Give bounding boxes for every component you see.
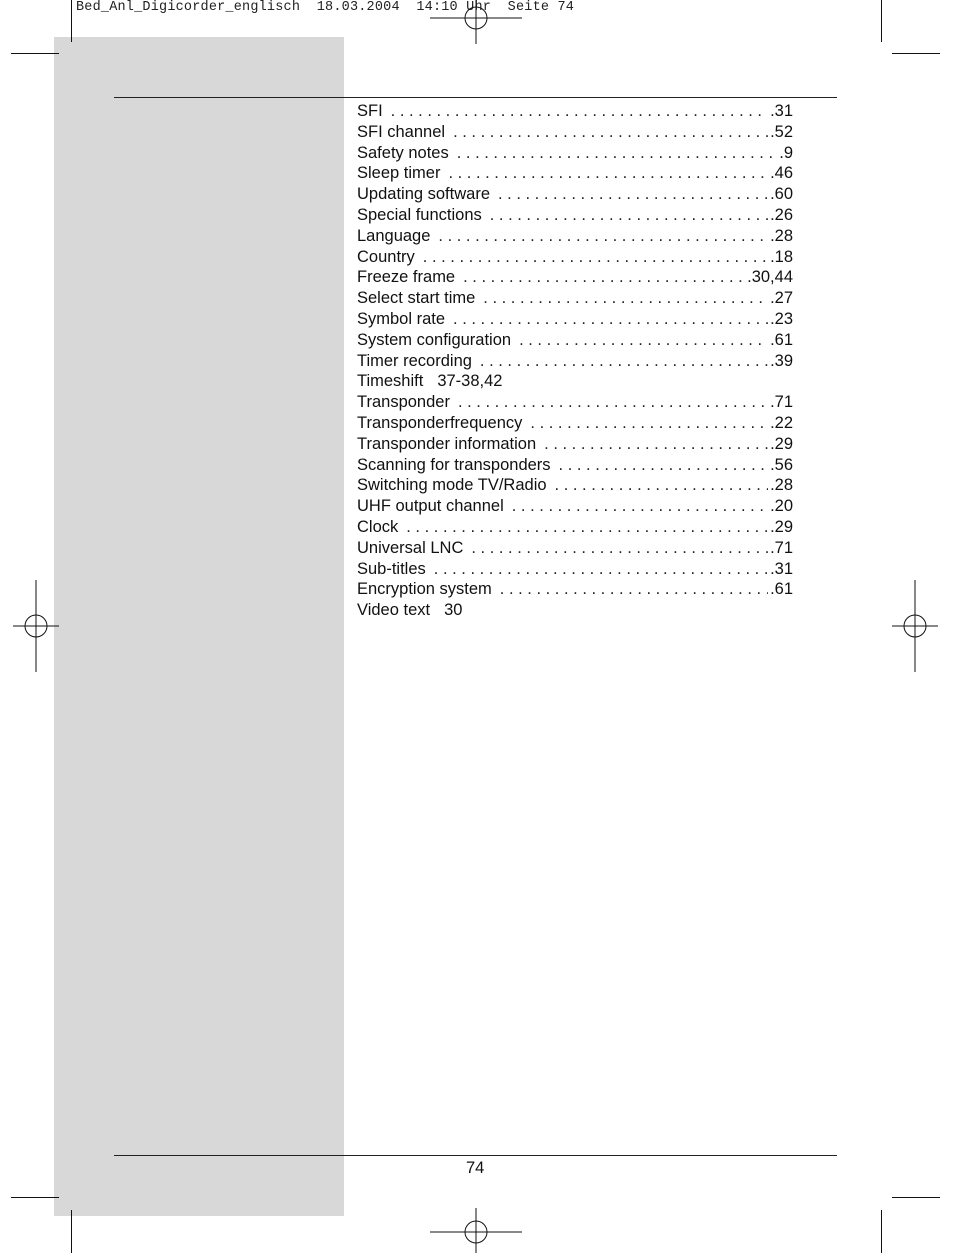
index-term: Transponderfrequency bbox=[357, 413, 523, 432]
index-page-ref: .31 bbox=[770, 559, 793, 578]
index-page-ref: .18 bbox=[770, 247, 793, 266]
crop-mark bbox=[881, 0, 882, 42]
crop-mark bbox=[11, 53, 59, 54]
index-page-ref: .52 bbox=[770, 122, 793, 141]
index-entry bbox=[357, 163, 793, 184]
dot-leader bbox=[453, 122, 768, 143]
crop-mark bbox=[881, 1210, 882, 1253]
index-term: Transponder information bbox=[357, 434, 537, 453]
index-entry bbox=[357, 309, 793, 330]
crop-mark bbox=[71, 1210, 72, 1253]
crop-mark bbox=[11, 1197, 59, 1198]
index-entry bbox=[357, 600, 793, 621]
dot-leader bbox=[457, 143, 778, 164]
registration-mark-icon bbox=[430, 0, 522, 44]
dot-leader bbox=[463, 267, 745, 288]
index-page-ref: .39 bbox=[770, 351, 793, 370]
index-entry bbox=[357, 496, 793, 517]
dot-leader bbox=[453, 309, 768, 330]
dot-leader bbox=[434, 559, 768, 580]
index-entry bbox=[357, 288, 793, 309]
dot-leader bbox=[512, 496, 768, 517]
index-term: Transponder bbox=[357, 393, 450, 412]
index-page-ref: .56 bbox=[770, 455, 793, 474]
index-term: Language bbox=[357, 226, 431, 245]
dot-leader bbox=[483, 288, 768, 309]
index-list bbox=[357, 101, 793, 621]
index-page-ref: 37-38,42 bbox=[437, 372, 503, 391]
gray-margin-panel bbox=[54, 37, 344, 1216]
index-entry bbox=[357, 392, 793, 413]
index-page-ref: .31 bbox=[770, 102, 793, 120]
index-page-ref: .22 bbox=[770, 413, 793, 432]
dot-leader bbox=[471, 538, 768, 559]
index-entry bbox=[357, 538, 793, 559]
index-term: SFI channel bbox=[357, 122, 446, 141]
dot-leader bbox=[406, 517, 768, 538]
index-term: Country bbox=[357, 247, 415, 266]
index-term: Timer recording bbox=[357, 351, 472, 370]
index-page-ref: .27 bbox=[770, 289, 793, 308]
index-page-ref: .61 bbox=[770, 330, 793, 349]
index-entry bbox=[357, 371, 793, 392]
index-page-ref: .60 bbox=[770, 185, 793, 204]
index-term: SFI bbox=[357, 102, 383, 120]
index-entry bbox=[357, 434, 793, 455]
dot-leader bbox=[423, 247, 768, 268]
dot-leader bbox=[500, 579, 768, 600]
index-entry bbox=[357, 413, 793, 434]
index-term: Video text bbox=[357, 601, 431, 620]
registration-mark-icon bbox=[892, 580, 938, 672]
index-term: Clock bbox=[357, 517, 399, 536]
dot-leader bbox=[490, 205, 768, 226]
index-entry bbox=[357, 143, 793, 164]
index-term: Timeshift bbox=[357, 372, 424, 391]
index-term: Select start time bbox=[357, 289, 476, 308]
index-page-ref: .30,44 bbox=[747, 268, 793, 287]
dot-leader bbox=[438, 226, 768, 247]
index-entry bbox=[357, 455, 793, 476]
crop-mark bbox=[71, 0, 72, 42]
dot-leader bbox=[555, 475, 769, 496]
index-entry bbox=[357, 226, 793, 247]
index-entry bbox=[357, 101, 793, 122]
index-entry bbox=[357, 517, 793, 538]
crop-mark bbox=[892, 53, 940, 54]
index-term: Symbol rate bbox=[357, 309, 446, 328]
index-entry bbox=[357, 330, 793, 351]
dot-leader bbox=[448, 163, 768, 184]
index-term: Universal LNC bbox=[357, 538, 464, 557]
index-entry bbox=[357, 267, 793, 288]
index-term: Scanning for transponders bbox=[357, 455, 551, 474]
index-term: Updating software bbox=[357, 185, 490, 204]
page-number: 74 bbox=[466, 1159, 485, 1177]
registration-mark-icon bbox=[430, 1208, 522, 1253]
index-page-ref: .71 bbox=[770, 538, 793, 557]
dot-leader bbox=[498, 184, 768, 205]
index-term: Sleep timer bbox=[357, 164, 441, 183]
index-page-ref: .28 bbox=[770, 476, 793, 495]
index-page-ref: 30 bbox=[444, 601, 463, 620]
index-page-ref: .61 bbox=[770, 580, 793, 599]
index-page-ref: .23 bbox=[770, 309, 793, 328]
dot-leader bbox=[458, 392, 768, 413]
top-rule bbox=[114, 97, 837, 98]
index-entry bbox=[357, 122, 793, 143]
index-term: Freeze frame bbox=[357, 268, 456, 287]
dot-leader bbox=[519, 330, 768, 351]
dot-leader bbox=[391, 101, 768, 122]
index-entry bbox=[357, 475, 793, 496]
index-page-ref: .26 bbox=[770, 205, 793, 224]
index-page-ref: .71 bbox=[770, 393, 793, 412]
index-term: System configuration bbox=[357, 330, 512, 349]
bottom-rule bbox=[114, 1155, 837, 1156]
index-entry bbox=[357, 559, 793, 580]
dot-leader bbox=[559, 455, 769, 476]
index-entry bbox=[357, 579, 793, 600]
index-term: Special functions bbox=[357, 205, 482, 224]
index-page-ref: .29 bbox=[770, 517, 793, 536]
dot-leader bbox=[530, 413, 768, 434]
index-term: UHF output channel bbox=[357, 497, 504, 516]
header-slug: Bed_Anl_Digicorder_englisch 18.03.2004 14:10 Uhr Seite 74 bbox=[76, 0, 575, 15]
index-page-ref: .28 bbox=[770, 226, 793, 245]
dot-leader bbox=[544, 434, 768, 455]
index-entry bbox=[357, 184, 793, 205]
index-term: Switching mode TV/Radio bbox=[357, 476, 547, 495]
index-page-ref: .46 bbox=[770, 164, 793, 183]
index-entry bbox=[357, 247, 793, 268]
dot-leader bbox=[480, 351, 768, 372]
index-entry bbox=[357, 205, 793, 226]
index-term: Encryption system bbox=[357, 580, 492, 599]
index-entry bbox=[357, 351, 793, 372]
index-page-ref: .20 bbox=[770, 497, 793, 516]
index-term: Sub-titles bbox=[357, 559, 426, 578]
index-page-ref: .29 bbox=[770, 434, 793, 453]
index-term: Safety notes bbox=[357, 143, 449, 162]
index-page-ref: .9 bbox=[779, 143, 793, 162]
registration-mark-icon bbox=[13, 580, 59, 672]
crop-mark bbox=[892, 1197, 940, 1198]
